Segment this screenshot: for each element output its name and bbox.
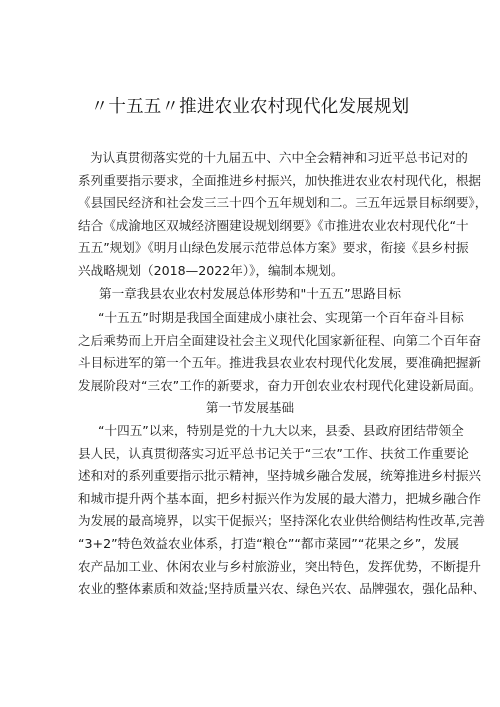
text-line: 发展阶段对“三农”工作的新要求，奋力开创农业农村现代化建设新局面。 (78, 377, 482, 393)
chapter-paragraph (78, 307, 482, 397)
text-line: 结合《成渝地区双城经济圈建设规划纲要》《市推进农业农村现代化“十 (78, 217, 469, 233)
text-line: 系列重要指示要求，全面推进乡村振兴，加快推进农业农村现代化，根据 (78, 172, 481, 188)
text-line: “3+2”特色效益农业体系，打造“粮仓”“都市菜园”“花果之乡”，发展 (78, 535, 460, 551)
text-line: 斗目标进军的第一个五年。推进我县农业农村现代化发展，要准确把握新 (78, 355, 481, 371)
intro-paragraph (78, 147, 488, 283)
text-line: “十五五”时期是我国全面建成小康社会、实现第一个百年奋斗目标 (98, 310, 464, 325)
text-line: 农业的整体素质和效益;坚持质量兴农、绿色兴农、品牌强农，强化品种、 (78, 581, 486, 597)
text-line: 为认真贯彻落实党的十九届五中、六中全会精神和习近平总书记对的 (90, 150, 468, 165)
section-paragraph (78, 420, 486, 601)
text-line: 述和对的系列重要指示批示精神，坚持城乡融合发展，统筹推进乡村振兴 (78, 468, 481, 484)
text-line: 五五”规划》《明月山绿色发展示范带总体方案》要求，衔接《县乡村振 (78, 240, 469, 256)
text-line: 《县国民经济和社会发三三十四个五年规划和二。三五年远景目标纲要》， (78, 195, 488, 211)
chapter-heading: 第一章我县农业农村发展总体形势和"十五五”思路目标 (99, 286, 401, 301)
section-heading: 第一节发展基础 (205, 400, 295, 415)
text-line: 县人民，认真贯彻落实习近平总书记关于“三农”工作、扶贫工作重要论 (78, 445, 469, 461)
text-line: 兴战略规划（2018—2022年）》，编制本规划。 (78, 262, 344, 278)
text-line: 农产品加工业、休闲农业与乡村旅游业，突出特色，发挥优势，不断提升 (78, 558, 481, 574)
text-line: 和城市提升两个基本面，把乡村振兴作为发展的最大潜力，把城乡融合作 (78, 490, 481, 506)
text-line: “十四五”以来，特别是党的十九大以来，县委、县政府团结带领全 (98, 423, 464, 438)
document-title: 〃十五五〃推进农业农村现代化发展规划 (90, 97, 410, 117)
text-line: 之后乘势而上开启全面建设社会主义现代化国家新征程、向第二个百年奋 (78, 332, 481, 348)
text-line: 为发展的最高境界，以实干促振兴；坚持深化农业供给侧结构性改革,完善 (78, 513, 486, 529)
